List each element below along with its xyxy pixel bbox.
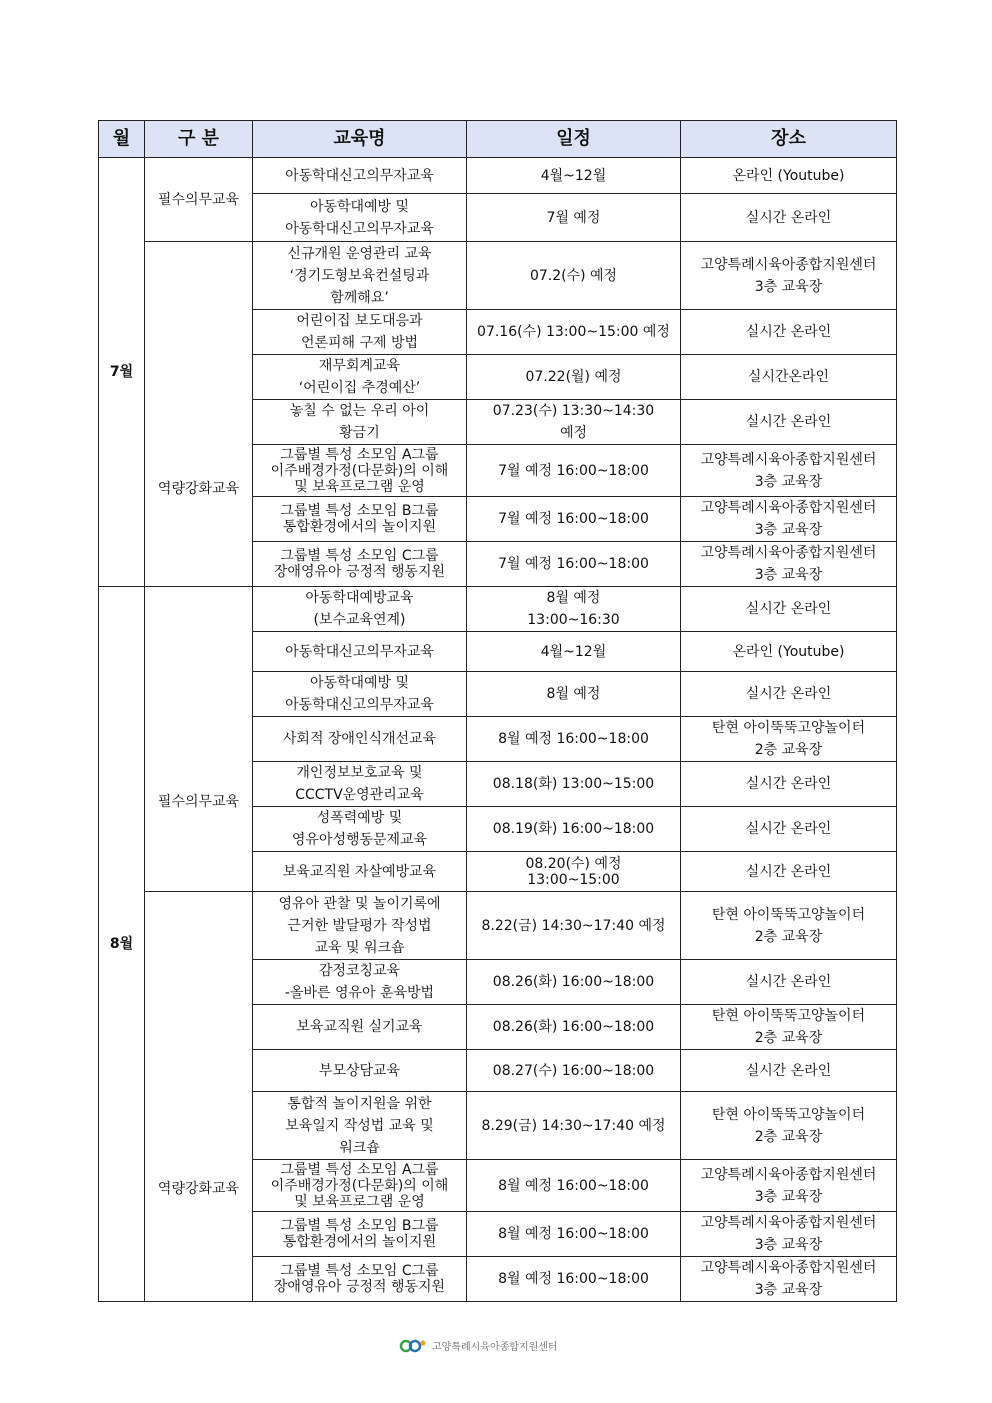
cell-line: 08.26(화) 16:00~18:00 (492, 974, 655, 990)
course-name-cell (253, 960, 467, 1005)
footer-logo-text: 고양특례시육아종합지원센터 (432, 1341, 558, 1353)
table-row (99, 158, 897, 194)
course-name-cell (253, 1212, 467, 1257)
cell-line: 실시간온라인 (747, 369, 830, 385)
cell-line: 8월 예정 16:00~18:00 (498, 1226, 649, 1242)
category-cell: 역량강화교육 (145, 892, 253, 1302)
location-cell (681, 852, 897, 892)
cell-line: 7월 예정 16:00~18:00 (498, 511, 649, 527)
cell-line: 그룹별 특성 소모임 B그룹 (280, 1218, 439, 1234)
cell-line: 13:00~15:00 (527, 871, 620, 888)
cell-line: 보육일지 작성법 교육 및 (285, 1117, 434, 1134)
schedule-cell (467, 497, 681, 542)
cell-line: 4월~12월 (540, 643, 607, 660)
course-name-cell (253, 542, 467, 587)
cell-line: 근거한 발달평가 작성법 (287, 917, 432, 934)
schedule-cell (467, 1005, 681, 1050)
schedule-cell (467, 1257, 681, 1302)
cell-line: 탄현 아이뚝뚝고양놀이터 (711, 906, 866, 923)
cell-line: 2층 교육장 (754, 1030, 823, 1046)
header-row (99, 121, 897, 158)
cell-line: 아동학대예방 및 (309, 675, 410, 691)
location-cell (681, 242, 897, 310)
cell-line: 3층 교육장 (754, 522, 823, 538)
cell-line: 아동학대신고의무자교육 (285, 643, 434, 660)
cell-line: 교육 및 워크숍 (314, 939, 405, 956)
cell-line: 3층 교육장 (754, 567, 823, 583)
category-cell: 역량강화교육 (145, 242, 253, 587)
cell-line: 실시간 온라인 (745, 414, 832, 430)
schedule-cell (467, 310, 681, 355)
cell-line: 개인정보보호교육 및 (296, 765, 423, 781)
location-cell (681, 960, 897, 1005)
course-name-cell (253, 1160, 467, 1212)
cell-line: 사회적 장애인식개선교육 (282, 731, 437, 747)
cell-line: 황금기 (339, 425, 380, 441)
schedule-cell (467, 542, 681, 587)
cell-line: -올바른 영유아 훈육방법 (284, 985, 435, 1001)
cell-line: 감정코칭교육 (318, 963, 401, 979)
cell-line: 07.23(수) 13:30~14:30 (492, 403, 655, 419)
course-name-cell (253, 1050, 467, 1092)
cell-line: 실시간 온라인 (745, 601, 832, 617)
location-cell (681, 1160, 897, 1212)
cell-line: 8월 예정 16:00~18:00 (498, 1177, 649, 1194)
cell-line: 온라인 (Youtube) (732, 167, 845, 184)
header-schedule: 일정 (467, 121, 681, 158)
cell-line: 그룹별 특성 소모임 C그룹 (280, 548, 439, 564)
cell-line: 아동학대예방 및 (309, 198, 410, 215)
cell-line: 아동학대신고의무자교육 (285, 167, 434, 184)
cell-line: 영유아성행동문제교육 (291, 832, 428, 848)
cell-line: 그룹별 특성 소모임 A그룹 (280, 1161, 439, 1178)
course-name-cell (253, 158, 467, 194)
cell-line: 08.20(수) 예정 (525, 855, 622, 872)
header-month: 월 (99, 121, 145, 158)
location-cell (681, 672, 897, 717)
location-cell (681, 717, 897, 762)
course-name-cell (253, 1092, 467, 1160)
cell-line: 탄현 아이뚝뚝고양놀이터 (711, 720, 866, 736)
course-name-cell (253, 400, 467, 445)
cell-line: 워크숍 (339, 1139, 380, 1156)
cell-line: 영유아 관찰 및 놀이기록에 (278, 895, 441, 912)
month-cell: 8월 (99, 587, 145, 1302)
cell-line: 3층 교육장 (754, 473, 823, 490)
table-row (99, 587, 897, 632)
cell-line: 예정 (559, 425, 588, 441)
schedule-cell (467, 1050, 681, 1092)
cell-line: 실시간 온라인 (745, 776, 832, 792)
course-name-cell (253, 892, 467, 960)
footer-logo (398, 1334, 578, 1356)
location-cell (681, 1212, 897, 1257)
schedule-cell (467, 632, 681, 672)
schedule-cell (467, 960, 681, 1005)
course-name-cell (253, 310, 467, 355)
course-name-cell (253, 717, 467, 762)
cell-line: 함께해요’ (330, 289, 389, 306)
header-course-name: 교육명 (253, 121, 467, 158)
cell-line: 2층 교육장 (754, 928, 823, 945)
cell-line: 통합환경에서의 놀이지원 (282, 1234, 437, 1250)
cell-line: (보수교육연계) (313, 612, 406, 628)
course-name-cell (253, 852, 467, 892)
cell-line: 실시간 온라인 (745, 974, 832, 990)
course-name-cell (253, 807, 467, 852)
course-name-cell (253, 1257, 467, 1302)
cell-line: 고양특례시육아종합지원센터 (700, 1215, 877, 1231)
education-schedule-table (98, 120, 897, 1302)
header-category: 구 분 (145, 121, 253, 158)
table-row (99, 242, 897, 310)
cell-line: ‘어린이집 추경예산’ (298, 380, 421, 396)
location-cell (681, 445, 897, 497)
cell-line: 탄현 아이뚝뚝고양놀이터 (711, 1008, 866, 1024)
cell-line: CCCTV운영관리교육 (295, 787, 424, 803)
cell-line: 및 보육프로그램 운영 (294, 1193, 425, 1210)
cell-line: 아동학대신고의무자교육 (285, 697, 434, 713)
cell-line: 2층 교육장 (754, 742, 823, 758)
location-cell (681, 587, 897, 632)
cell-line: 통합환경에서의 놀이지원 (282, 519, 437, 535)
cell-line: 13:00~16:30 (527, 612, 620, 628)
category-cell: 필수의무교육 (145, 158, 253, 242)
location-cell (681, 310, 897, 355)
location-cell (681, 497, 897, 542)
location-cell (681, 194, 897, 242)
cell-line: 3층 교육장 (754, 1282, 823, 1298)
cell-line: 실시간 온라인 (745, 821, 832, 837)
cell-line: 신규개원 운영관리 교육 (287, 245, 432, 262)
category-cell: 필수의무교육 (145, 587, 253, 892)
schedule-cell (467, 807, 681, 852)
cell-line: 실시간 온라인 (745, 1062, 832, 1079)
cell-line: 보육교직원 자살예방교육 (282, 863, 437, 880)
cell-line: 장애영유아 긍정적 행동지원 (273, 564, 446, 580)
location-cell (681, 542, 897, 587)
center-logo-icon (398, 1337, 428, 1353)
cell-line: 8월 예정 16:00~18:00 (498, 731, 649, 747)
cell-line: 3층 교육장 (754, 1237, 823, 1253)
location-cell (681, 1005, 897, 1050)
schedule-cell (467, 1160, 681, 1212)
schedule-cell (467, 852, 681, 892)
cell-line: 어린이집 보도대응과 (296, 313, 423, 329)
cell-line: 온라인 (Youtube) (732, 643, 845, 660)
cell-line: 탄현 아이뚝뚝고양놀이터 (711, 1106, 866, 1123)
cell-line: 07.2(수) 예정 (529, 267, 618, 284)
cell-line: 08.26(화) 16:00~18:00 (492, 1019, 655, 1035)
cell-line: 실시간 온라인 (745, 863, 832, 880)
cell-line: 고양특례시육아종합지원센터 (700, 545, 877, 561)
cell-line: 3층 교육장 (754, 1188, 823, 1205)
location-cell (681, 892, 897, 960)
schedule-cell (467, 445, 681, 497)
cell-line: 3층 교육장 (754, 278, 823, 295)
cell-line: 실시간 온라인 (745, 209, 832, 226)
month-cell: 7월 (99, 158, 145, 587)
cell-line: 4월~12월 (540, 167, 607, 184)
schedule-cell (467, 1212, 681, 1257)
location-cell (681, 1092, 897, 1160)
schedule-cell (467, 717, 681, 762)
cell-line: 고양특례시육아종합지원센터 (700, 1166, 877, 1183)
cell-line: 8월 예정 (546, 686, 601, 702)
cell-line: 및 보육프로그램 운영 (294, 478, 425, 495)
schedule-cell (467, 194, 681, 242)
course-name-cell (253, 445, 467, 497)
cell-line: 8월 예정 (546, 590, 601, 606)
schedule-cell (467, 355, 681, 400)
course-name-cell (253, 762, 467, 807)
cell-line: 07.16(수) 13:00~15:00 예정 (477, 324, 670, 340)
cell-line: 언론피해 구제 방법 (300, 335, 419, 351)
course-name-cell (253, 672, 467, 717)
cell-line: 7월 예정 16:00~18:00 (498, 556, 649, 572)
cell-line: ‘경기도형보육컨설팅과 (289, 267, 430, 284)
cell-line: 8월 예정 16:00~18:00 (498, 1271, 649, 1287)
cell-line: 이주배경가정(다문화)의 이해 (270, 462, 449, 479)
location-cell (681, 632, 897, 672)
schedule-cell (467, 400, 681, 445)
course-name-cell (253, 194, 467, 242)
location-cell (681, 1050, 897, 1092)
cell-line: 고양특례시육아종합지원센터 (700, 500, 877, 516)
course-name-cell (253, 1005, 467, 1050)
cell-line: 그룹별 특성 소모임 C그룹 (280, 1263, 439, 1279)
location-cell (681, 158, 897, 194)
location-cell (681, 355, 897, 400)
schedule-cell (467, 762, 681, 807)
cell-line: 고양특례시육아종합지원센터 (700, 256, 877, 273)
cell-line: 그룹별 특성 소모임 A그룹 (280, 446, 439, 463)
cell-line: 실시간 온라인 (745, 686, 832, 702)
location-cell (681, 1257, 897, 1302)
schedule-cell (467, 158, 681, 194)
location-cell (681, 762, 897, 807)
location-cell (681, 400, 897, 445)
schedule-cell (467, 672, 681, 717)
schedule-cell (467, 587, 681, 632)
header-location: 장소 (681, 121, 897, 158)
cell-line: 8.22(금) 14:30~17:40 예정 (481, 917, 666, 934)
cell-line: 아동학대신고의무자교육 (285, 220, 434, 237)
cell-line: 고양특례시육아종합지원센터 (700, 451, 877, 468)
table-row (99, 892, 897, 960)
course-name-cell (253, 587, 467, 632)
cell-line: 7월 예정 (546, 209, 601, 226)
cell-line: 7월 예정 16:00~18:00 (498, 462, 649, 479)
cell-line: 보육교직원 실기교육 (296, 1019, 423, 1035)
location-cell (681, 807, 897, 852)
cell-line: 2층 교육장 (754, 1128, 823, 1145)
cell-line: 07.22(월) 예정 (525, 369, 622, 385)
cell-line: 08.18(화) 13:00~15:00 (492, 776, 655, 792)
course-name-cell (253, 632, 467, 672)
cell-line: 통합적 놀이지원을 위한 (287, 1095, 432, 1112)
cell-line: 08.19(화) 16:00~18:00 (492, 821, 655, 837)
cell-line: 아동학대예방교육 (305, 590, 414, 606)
cell-line: 장애영유아 긍정적 행동지원 (273, 1279, 446, 1295)
cell-line: 성폭력예방 및 (316, 810, 403, 826)
cell-line: 8.29(금) 14:30~17:40 예정 (481, 1117, 666, 1134)
course-name-cell (253, 497, 467, 542)
cell-line: 재무회계교육 (318, 358, 401, 374)
cell-line: 실시간 온라인 (745, 324, 832, 340)
cell-line: 고양특례시육아종합지원센터 (700, 1260, 877, 1276)
cell-line: 놓칠 수 없는 우리 아이 (289, 403, 430, 419)
schedule-cell (467, 1092, 681, 1160)
course-name-cell (253, 355, 467, 400)
cell-line: 그룹별 특성 소모임 B그룹 (280, 503, 439, 519)
course-name-cell (253, 242, 467, 310)
cell-line: 부모상담교육 (318, 1062, 401, 1079)
cell-line: 08.27(수) 16:00~18:00 (492, 1062, 655, 1079)
schedule-cell (467, 242, 681, 310)
cell-line: 이주배경가정(다문화)의 이해 (270, 1177, 449, 1194)
schedule-cell (467, 892, 681, 960)
